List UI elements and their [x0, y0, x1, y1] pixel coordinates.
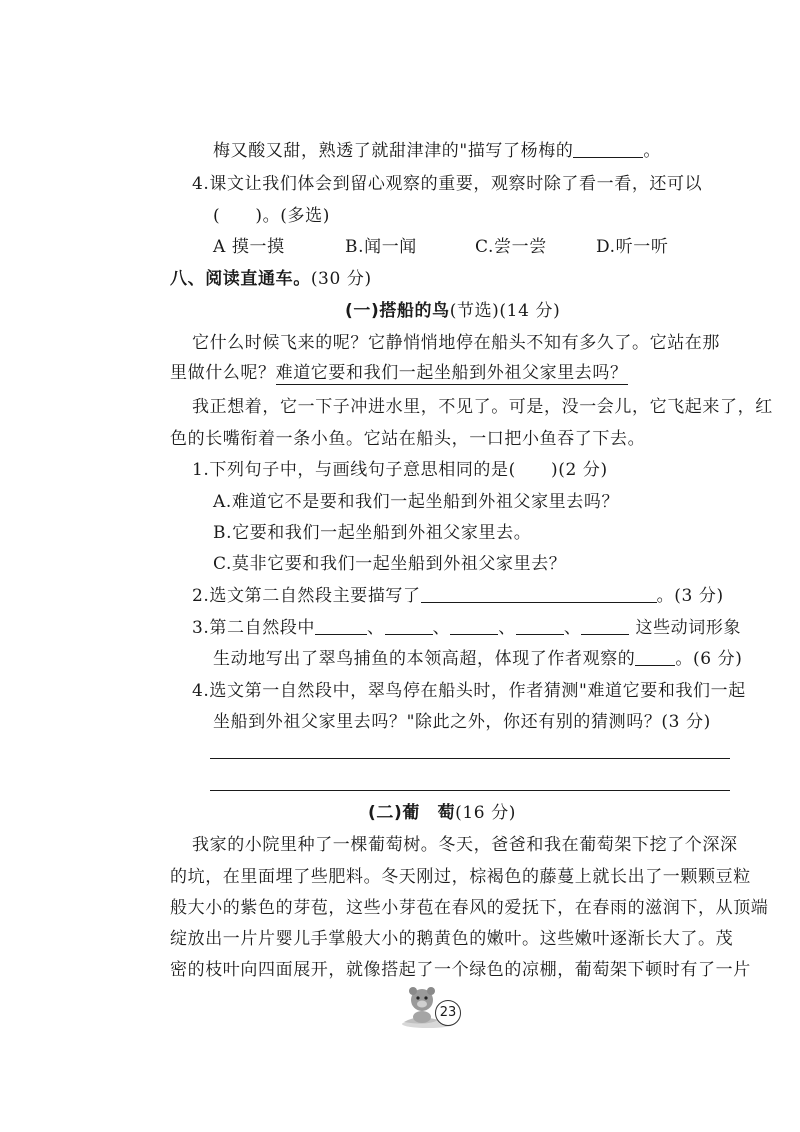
prev-line1-text: 梅又酸又甜，熟透了就甜津津的"描写了杨梅的: [213, 141, 574, 161]
question-2-end: 。(3 分): [656, 586, 724, 606]
section-score: (30 分): [310, 269, 372, 289]
separator: 、: [367, 618, 385, 638]
answer-line-2[interactable]: [210, 790, 730, 791]
question-3-line2-text: 生动地写出了翠鸟捕鱼的本领高超，体现了作者观察的: [213, 649, 636, 669]
prev-question-4-line2: ( )。(多选): [213, 206, 330, 226]
question-3-blank[interactable]: [635, 649, 675, 666]
passage1-p1-line2: [170, 362, 628, 384]
passage1-title: (一)搭船的鸟: [345, 301, 450, 321]
question-3-line2-end: 。(6 分): [675, 649, 743, 669]
question-3-line2: [213, 648, 743, 670]
underlined-sentence: 难道它要和我们一起坐船到外祖父家里去吗？: [275, 363, 628, 383]
option-d[interactable]: D.听一听: [596, 237, 669, 257]
passage2-line: 般大小的紫色的芽苞，这些小芽苞在春风的爱抚下，在春雨的滋润下，从顶端: [170, 898, 769, 918]
passage1-p2-line2: 色的长嘴衔着一条小鱼。它站在船头，一口把小鱼吞了下去。: [170, 429, 646, 449]
answer-line-1[interactable]: [210, 758, 730, 759]
question-1-option-b[interactable]: B.它要和我们一起坐船到外祖父家里去。: [213, 523, 532, 543]
passage1-heading: [345, 300, 560, 322]
prev-question-4: 4.课文让我们体会到留心观察的重要，观察时除了看一看，还可以: [192, 174, 703, 194]
option-b[interactable]: B.闻一闻: [345, 237, 417, 257]
verb-blank-4[interactable]: [516, 618, 564, 635]
passage1-p1-line1: 它什么时候飞来的呢？它静悄悄地停在船头不知有多久了。它站在那: [192, 333, 720, 353]
separator: 、: [563, 618, 582, 638]
question-2-blank[interactable]: [421, 586, 657, 603]
passage2-line: 的坑，在里面埋了些肥料。冬天刚过，棕褐色的藤蔓上就长出了一颗颗豆粒: [170, 867, 751, 887]
section-heading: [170, 268, 372, 290]
prev-text-line: [213, 140, 661, 162]
question-3: [192, 617, 741, 639]
question-1-option-c[interactable]: C.莫非它要和我们一起坐船到外祖父家里去？: [213, 554, 567, 574]
question-4: 4.选文第一自然段中，翠鸟停在船头时，作者猜测"难道它要和我们一起: [192, 681, 746, 701]
question-2: [192, 585, 724, 607]
verb-blank-3[interactable]: [450, 618, 498, 635]
question-1-option-a[interactable]: A.难道它不是要和我们一起坐船到外祖父家里去吗？: [213, 492, 620, 512]
passage2-title-note: (16 分): [455, 803, 517, 823]
separator: 、: [498, 618, 516, 638]
prev-line1-end: 。: [643, 141, 662, 161]
question-2-text: 2.选文第二自然段主要描写了: [192, 586, 421, 606]
answer-blank[interactable]: [573, 141, 643, 158]
passage2-heading: [368, 802, 516, 824]
passage1-p1-line2-text: 里做什么呢？: [170, 363, 276, 383]
question-3-text-end: 这些动词形象: [635, 618, 742, 638]
passage2-line: 绽放出一片片婴儿手掌般大小的鹅黄色的嫩叶。这些嫩叶逐渐长大了。茂: [170, 929, 734, 949]
prev-options: [213, 236, 668, 258]
verb-blank-1[interactable]: [315, 618, 367, 635]
passage2-line: 我家的小院里种了一棵葡萄树。冬天，爸爸和我在葡萄架下挖了个深深: [192, 835, 738, 855]
separator: 、: [432, 618, 451, 638]
section-title: 八、阅读直通车。: [170, 269, 311, 289]
question-4-line2: 坐船到外祖父家里去吗？"除此之外，你还有别的猜测吗？(3 分): [213, 712, 711, 732]
option-a[interactable]: A 摸一摸: [213, 237, 285, 257]
passage2-line: 密的枝叶向四面展开，就像搭起了一个绿色的凉棚，葡萄架下顿时有了一片: [170, 960, 751, 980]
verb-blank-2[interactable]: [385, 618, 433, 635]
question-1: 1.下列句子中，与画线句子意思相同的是( )(2 分): [192, 460, 608, 480]
page-number: 23: [435, 1000, 461, 1026]
question-3-text: 3.第二自然段中: [192, 618, 316, 638]
passage1-title-note: (节选)(14 分): [449, 301, 561, 321]
option-c[interactable]: C.尝一尝: [475, 237, 547, 257]
passage2-title: (二)葡 萄: [368, 803, 456, 823]
verb-blank-5[interactable]: [581, 618, 629, 635]
passage1-p2-line1: 我正想着，它一下子冲进水里，不见了。可是，没一会儿，它飞起来了，红: [192, 397, 773, 417]
